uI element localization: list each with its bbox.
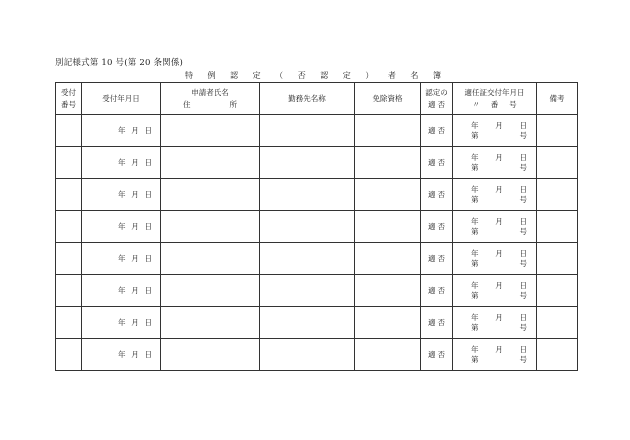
year-label: 年 [471, 312, 479, 322]
header-certificate-date: 適任証交付年月日 [464, 88, 525, 98]
approve-label: 適 [428, 285, 436, 295]
year-label: 年 [118, 317, 126, 327]
header-approval-reject: 否 [437, 99, 445, 109]
cell-applicant [161, 339, 260, 371]
reject-label: 否 [437, 317, 445, 327]
cell-applicant [161, 211, 260, 243]
cell-employer [260, 275, 355, 307]
header-certificate-ban: 番 [490, 99, 499, 109]
day-label: 日 [144, 285, 152, 295]
month-label: 月 [131, 189, 139, 199]
cell-license [355, 307, 421, 339]
reject-label: 否 [437, 189, 445, 199]
month-label: 月 [131, 349, 139, 359]
cell-receipt-date [82, 115, 161, 147]
number-prefix: 第 [471, 227, 479, 236]
cell-receipt-date [82, 147, 161, 179]
cell-receipt-date [82, 275, 161, 307]
table-row [56, 115, 578, 147]
number-prefix: 第 [471, 291, 479, 300]
number-prefix: 第 [471, 355, 479, 364]
header-certificate-go: 号 [509, 99, 517, 109]
cell-approval [421, 179, 453, 211]
cell-receipt-no [56, 307, 82, 339]
cell-approval [421, 115, 453, 147]
table-row [56, 179, 578, 211]
cell-applicant [161, 179, 260, 211]
cell-approval [421, 339, 453, 371]
day-label: 日 [519, 344, 527, 354]
header-applicant-name: 申請者氏名 [191, 88, 229, 98]
day-label: 日 [519, 248, 527, 258]
approve-label: 適 [428, 317, 436, 327]
number-suffix: 号 [519, 291, 527, 300]
header-certificate-ditto: 〃 [472, 99, 480, 109]
month-label: 月 [495, 312, 503, 322]
cell-license [355, 275, 421, 307]
header-license: 免除資格 [355, 83, 421, 115]
header-remarks: 備考 [537, 83, 578, 115]
cell-receipt-no [56, 211, 82, 243]
number-prefix: 第 [471, 323, 479, 332]
number-suffix: 号 [519, 131, 527, 140]
year-label: 年 [118, 253, 126, 263]
cell-remarks [537, 211, 578, 243]
cell-employer [260, 211, 355, 243]
header-approval-approve: 適 [428, 99, 436, 109]
month-label: 月 [131, 157, 139, 167]
reject-label: 否 [437, 253, 445, 263]
reject-label: 否 [437, 285, 445, 295]
month-label: 月 [131, 285, 139, 295]
day-label: 日 [144, 221, 152, 231]
table-row [56, 307, 578, 339]
cell-license [355, 115, 421, 147]
cell-remarks [537, 115, 578, 147]
month-label: 月 [495, 248, 503, 258]
year-label: 年 [471, 184, 479, 194]
day-label: 日 [519, 216, 527, 226]
cell-certificate [453, 243, 537, 275]
cell-certificate [453, 115, 537, 147]
cell-approval [421, 307, 453, 339]
table-row [56, 243, 578, 275]
day-label: 日 [519, 152, 527, 162]
cell-receipt-no [56, 115, 82, 147]
cell-receipt-date [82, 339, 161, 371]
year-label: 年 [118, 157, 126, 167]
cell-certificate [453, 147, 537, 179]
day-label: 日 [144, 125, 152, 135]
cell-employer [260, 147, 355, 179]
month-label: 月 [495, 280, 503, 290]
month-label: 月 [495, 344, 503, 354]
header-receipt-no-line2: 番号 [61, 99, 76, 109]
cell-receipt-no [56, 243, 82, 275]
cell-certificate [453, 275, 537, 307]
number-suffix: 号 [519, 195, 527, 204]
cell-certificate [453, 179, 537, 211]
header-approval [421, 83, 453, 115]
cell-employer [260, 115, 355, 147]
number-prefix: 第 [471, 163, 479, 172]
day-label: 日 [519, 120, 527, 130]
approve-label: 適 [428, 221, 436, 231]
cell-remarks [537, 275, 578, 307]
number-suffix: 号 [519, 259, 527, 268]
day-label: 日 [144, 317, 152, 327]
table-row [56, 339, 578, 371]
year-label: 年 [118, 221, 126, 231]
header-employer: 勤務先名称 [260, 83, 355, 115]
cell-license [355, 243, 421, 275]
number-suffix: 号 [519, 355, 527, 364]
year-label: 年 [471, 280, 479, 290]
cell-license [355, 147, 421, 179]
cell-employer [260, 179, 355, 211]
cell-receipt-no [56, 179, 82, 211]
year-label: 年 [471, 120, 479, 130]
day-label: 日 [144, 349, 152, 359]
month-label: 月 [131, 221, 139, 231]
number-prefix: 第 [471, 195, 479, 204]
day-label: 日 [519, 312, 527, 322]
header-row [56, 83, 578, 115]
header-receipt-no-line1: 受付 [61, 88, 76, 98]
form-reference: 別記様式第 10 号(第 20 条関係) [55, 58, 184, 68]
cell-remarks [537, 243, 578, 275]
year-label: 年 [471, 248, 479, 258]
year-label: 年 [118, 285, 126, 295]
day-label: 日 [519, 184, 527, 194]
header-applicant [161, 83, 260, 115]
cell-receipt-date [82, 243, 161, 275]
cell-remarks [537, 307, 578, 339]
table-row [56, 147, 578, 179]
month-label: 月 [495, 216, 503, 226]
year-label: 年 [118, 125, 126, 135]
approve-label: 適 [428, 189, 436, 199]
approve-label: 適 [428, 125, 436, 135]
day-label: 日 [144, 253, 152, 263]
number-prefix: 第 [471, 131, 479, 140]
header-certificate [453, 83, 537, 115]
approve-label: 適 [428, 349, 436, 359]
year-label: 年 [118, 189, 126, 199]
reject-label: 否 [437, 349, 445, 359]
cell-remarks [537, 179, 578, 211]
month-label: 月 [131, 125, 139, 135]
reject-label: 否 [437, 157, 445, 167]
table-row [56, 211, 578, 243]
cell-certificate [453, 211, 537, 243]
approve-label: 適 [428, 253, 436, 263]
header-address-char1: 住 [183, 99, 191, 109]
table-row [56, 275, 578, 307]
month-label: 月 [495, 152, 503, 162]
day-label: 日 [519, 280, 527, 290]
year-label: 年 [471, 344, 479, 354]
number-prefix: 第 [471, 259, 479, 268]
cell-applicant [161, 307, 260, 339]
cell-applicant [161, 275, 260, 307]
cell-employer [260, 339, 355, 371]
cell-receipt-date [82, 179, 161, 211]
month-label: 月 [495, 184, 503, 194]
year-label: 年 [118, 349, 126, 359]
cell-approval [421, 243, 453, 275]
header-receipt-no [56, 83, 82, 115]
cell-applicant [161, 115, 260, 147]
cell-certificate [453, 307, 537, 339]
cell-applicant [161, 243, 260, 275]
cell-approval [421, 147, 453, 179]
day-label: 日 [144, 189, 152, 199]
number-suffix: 号 [519, 323, 527, 332]
header-approval-line1: 認定の [425, 88, 448, 98]
cell-applicant [161, 147, 260, 179]
cell-remarks [537, 147, 578, 179]
header-address-char2: 所 [229, 99, 237, 109]
cell-approval [421, 211, 453, 243]
header-receipt-date: 受付年月日 [82, 83, 161, 115]
cell-receipt-no [56, 275, 82, 307]
number-suffix: 号 [519, 227, 527, 236]
cell-remarks [537, 339, 578, 371]
register-table [55, 82, 578, 371]
number-suffix: 号 [519, 163, 527, 172]
cell-certificate [453, 339, 537, 371]
cell-receipt-date [82, 211, 161, 243]
cell-license [355, 339, 421, 371]
cell-license [355, 179, 421, 211]
approve-label: 適 [428, 157, 436, 167]
cell-receipt-date [82, 307, 161, 339]
year-label: 年 [471, 216, 479, 226]
month-label: 月 [131, 253, 139, 263]
cell-approval [421, 275, 453, 307]
reject-label: 否 [437, 125, 445, 135]
cell-receipt-no [56, 339, 82, 371]
cell-receipt-no [56, 147, 82, 179]
year-label: 年 [471, 152, 479, 162]
page-title: 特 例 認 定 （ 否 認 定 ） 者 名 簿 [185, 71, 447, 80]
cell-license [355, 211, 421, 243]
day-label: 日 [144, 157, 152, 167]
month-label: 月 [495, 120, 503, 130]
reject-label: 否 [437, 221, 445, 231]
cell-employer [260, 243, 355, 275]
month-label: 月 [131, 317, 139, 327]
cell-employer [260, 307, 355, 339]
